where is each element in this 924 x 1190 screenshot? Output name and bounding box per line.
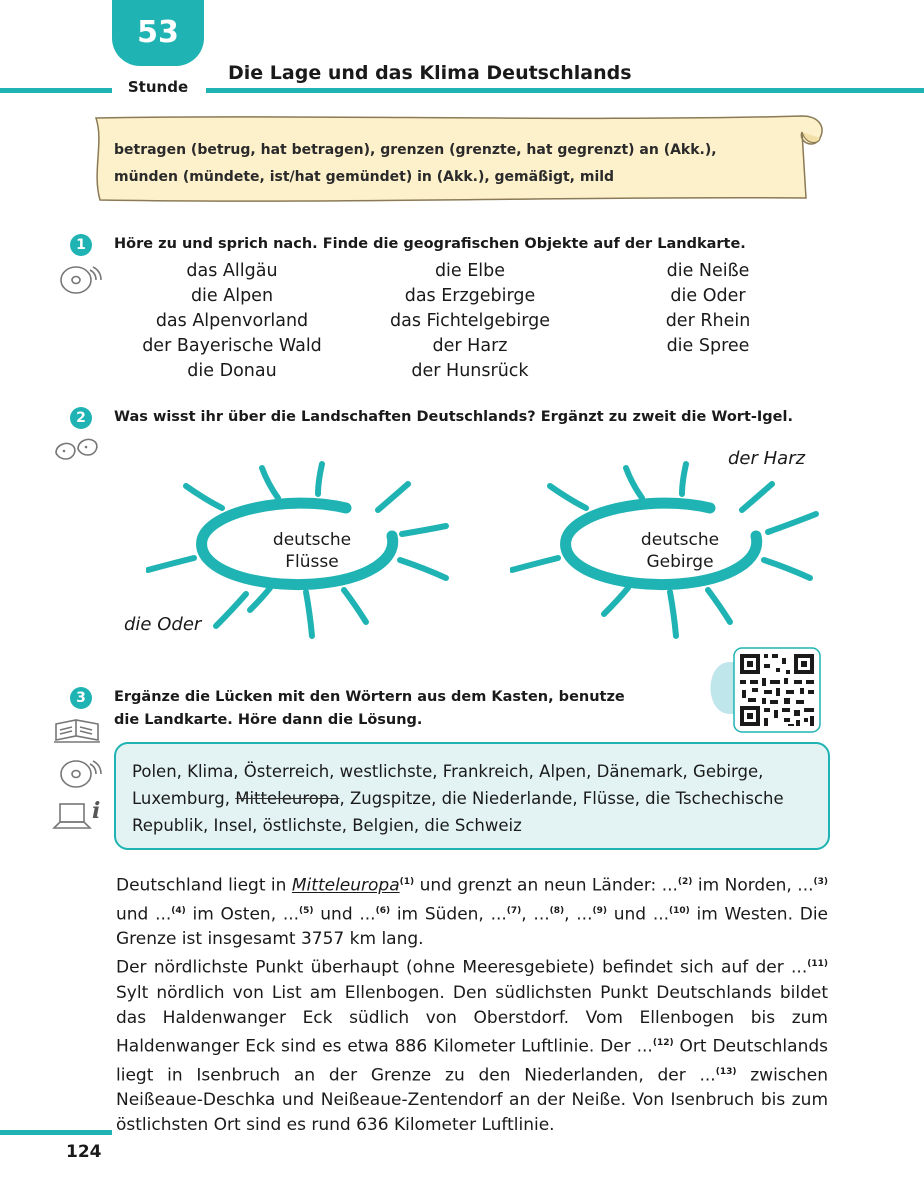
text-segment: im Süden, ... [390,904,507,925]
text-segment: und ... [116,904,172,925]
geo-item: das Alpenvorland [155,311,309,331]
word-box-words: Polen, Klima, Österreich, westlichste, Frankreich, Alpen, Dänemark, Gebirge, Luxemburg, [132,762,764,808]
task-1-instruction: Höre zu und sprich nach. Finde die geografischen Objekte auf der Landkarte. [114,236,746,252]
footer-rule [0,1130,112,1135]
vocab-line-1: betragen (betrug, hat betragen), grenzen (grenzte, hat gegrenzt) an (Akk.), [114,142,717,158]
text-segment: im Westen. Die Grenze ist insgesamt 3757 km lang. [116,904,828,950]
geo-item: der Rhein [665,311,751,331]
geo-item: die Oder [670,286,746,306]
text-segment: im Norden, ... [692,875,814,896]
gap-fill-text [116,870,828,1138]
book-icon [52,716,102,746]
gap-number: (8) [549,905,565,916]
gap-number: (3) [813,877,828,887]
vocab-line-2: münden (mündete, ist/hat gemündet) in (Akk.), gemäßigt, mild [114,169,615,185]
geo-column-3 [620,259,796,359]
svg-text:i: i [92,798,101,824]
gap-number: (7) [506,905,522,916]
lesson-number-tab: 53 [112,0,204,66]
lesson-label: Stunde [127,78,189,96]
struck-word: Mitteleuropa [235,789,340,808]
task-3-instruction-line: die Landkarte. Höre dann die Lösung. [114,712,423,728]
gap-number: (1) [399,877,415,887]
task-1-number: 1 [70,234,92,256]
page-title: Die Lage und das Klima Deutschlands [228,62,632,84]
gap-number: (13) [715,1066,737,1077]
text-segment: Deutschland liegt in [116,875,292,896]
text-segment: und ... [313,904,376,925]
pair-work-icon [52,437,102,465]
task-2-instruction: Was wisst ihr über die Landschaften Deutschlands? Ergänzt zu zweit die Wort-Igel. [114,409,793,425]
geo-item: das Allgäu [186,261,278,281]
geo-item: das Erzgebirge [404,286,536,306]
text-segment: zwischen Neißeaue-Deschka und Neißeaue-Zentendorf an der Neiße. Von Isenbruch bis zum östlichsten Ort sind es rund 636 Kilometer Luftlinie. [116,1065,829,1136]
filled-gap: Mitteleuropa [291,875,400,896]
gap-number: (6) [375,905,391,916]
text-segment: und ... [607,904,670,925]
geo-item: die Alpen [190,286,274,306]
vocab-text [114,137,814,191]
cd-icon [56,262,102,296]
geo-item: die Neiße [666,261,750,281]
geo-item: die Spree [666,336,750,356]
word-box-text [132,758,822,839]
geo-column-2 [360,259,580,384]
hedgehog-label-line: Flüsse [285,552,339,572]
geo-item: die Elbe [434,261,506,281]
gap-number: (9) [592,905,607,916]
text-segment: , ... [521,904,550,925]
gap-number: (12) [652,1037,674,1048]
laptop-info-icon [52,796,108,834]
hedgehog-example-mountains: der Harz [728,448,806,469]
word-box-words: , Zugspitze, die Niederlande, Flüsse, die Tschechische Republik, Insel, östlichste, Belgien, die Schweiz [132,789,784,835]
task-2-number: 2 [70,407,92,429]
qr-code-icon[interactable] [700,644,824,734]
text-segment: im Osten, ... [185,904,300,925]
text-segment: Sylt nördlich von List am Ellenbogen. Den südlichsten Punkt Deutschlands bildet das Haldenwanger Eck südlich von Oberstdorf. Vom Ellenbogen bis zum Haldenwanger Eck sind es etwa 886 Kilometer Luftlinie. Der ... [116,982,828,1057]
header-rule-left [0,88,112,93]
hedgehog-label-line: Gebirge [646,552,714,572]
geo-item: die Donau [187,361,277,381]
hedgehog-label-line: deutsche [640,530,720,550]
text-segment: und grenzt an neun Länder: ... [414,875,678,896]
gap-number: (5) [299,905,314,916]
task-3-instruction-line: Ergänze die Lücken mit den Wörtern aus dem Kasten, benutze [114,689,625,705]
text-segment: Der nördlichste Punkt überhaupt (ohne Meeresgebiete) befindet sich auf der ... [116,957,808,978]
geo-item: der Bayerische Wald [142,336,322,356]
geo-item: der Hunsrück [411,361,529,381]
task-3-number: 3 [70,687,92,709]
gap-number: (4) [171,905,186,916]
hedgehog-label-rivers [262,529,362,573]
text-segment: Ort Deutschlands liegt in Isenbruch an der Grenze zu den Niederlanden, der ... [116,1036,828,1086]
hedgehog-example-rivers: die Oder [124,614,202,635]
task-3-instruction [114,686,625,732]
paragraph-1 [116,870,828,952]
geo-item: das Fichtelgebirge [390,311,550,331]
cd-icon [56,756,102,790]
gap-number: (11) [807,959,828,970]
geo-column-1 [120,259,344,384]
header-rule-right [206,88,924,93]
hedgehog-label-mountains [630,529,730,573]
text-segment: , ... [564,904,593,925]
hedgehog-label-line: deutsche [272,530,352,550]
gap-number: (2) [677,877,693,887]
page-number: 124 [66,1142,102,1162]
geo-item: der Harz [432,336,508,356]
gap-number: (10) [669,905,690,916]
paragraph-2 [116,952,828,1138]
